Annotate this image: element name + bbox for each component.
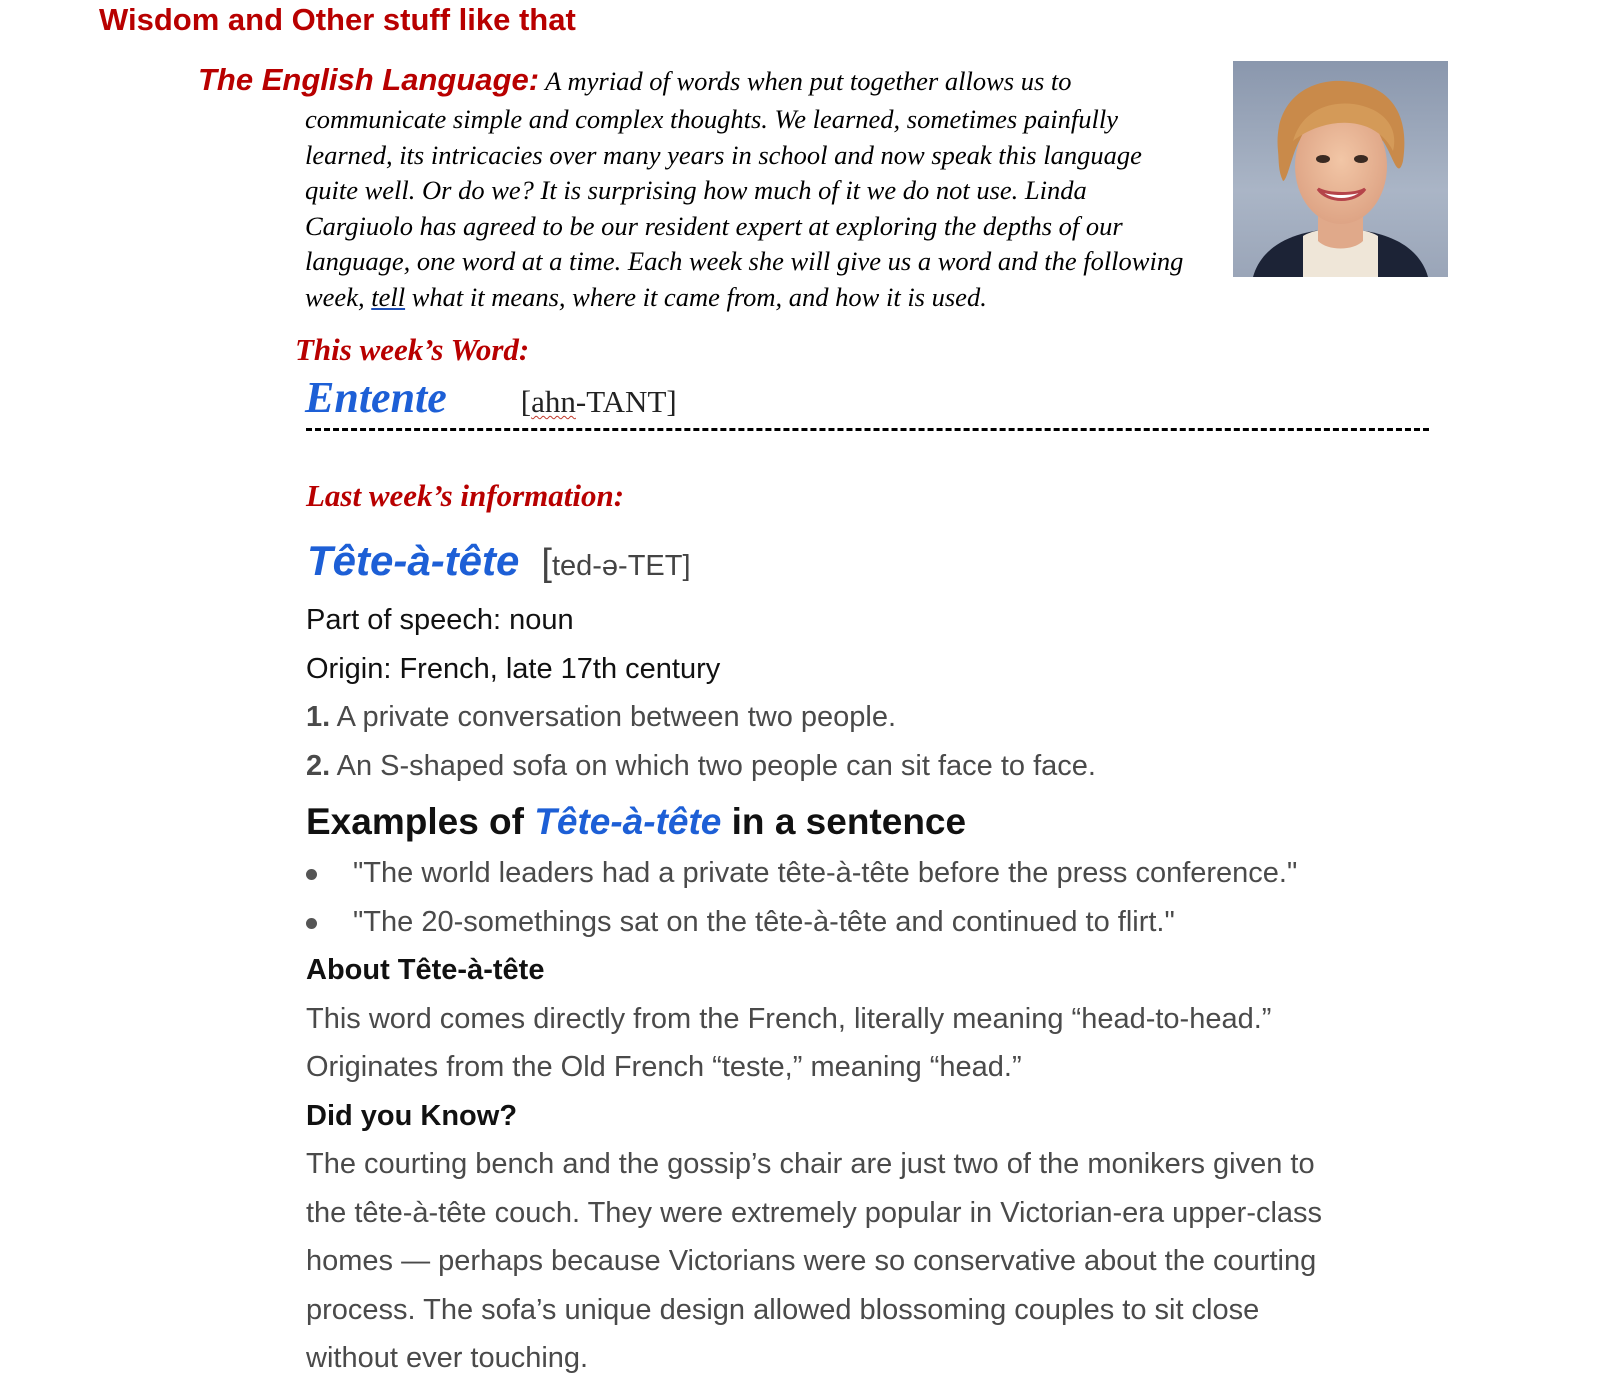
intro-text-fragment: week,	[305, 281, 372, 312]
last-week-word: Tête-à-tête	[307, 537, 520, 584]
about-text-line: Originates from the Old French “teste,” meaning “head.”	[306, 1051, 1022, 1083]
part-of-speech: Part of speech: noun	[306, 604, 574, 636]
bullet-icon	[306, 918, 317, 929]
this-week-label: This week’s Word:	[295, 332, 530, 367]
intro-heading: The English Language:	[198, 62, 540, 97]
definition-item	[306, 742, 1456, 791]
example-text: "The 20-somethings sat on the tête-à-tête and continued to flirt."	[353, 905, 1175, 938]
pron-text: ted-ə-TET]	[551, 550, 691, 582]
spellcheck-marked-text: ahn	[531, 384, 576, 419]
examples-heading-text: in a sentence	[721, 801, 967, 842]
last-week-body	[306, 596, 1456, 1383]
last-week-word-row	[307, 537, 691, 585]
about-text-line: This word comes directly from the French, literally meaning “head-to-head.”	[306, 1002, 1272, 1035]
example-list-item	[306, 849, 1456, 898]
definition-text: A private conversation between two people.	[330, 701, 897, 733]
did-you-know-line: without ever touching.	[306, 1342, 589, 1374]
did-you-know-line: process. The sofa’s unique design allowed blossoming couples to sit close	[306, 1293, 1260, 1326]
origin: Origin: French, late 17th century	[306, 652, 721, 685]
bullet-icon	[306, 869, 317, 880]
about-heading: About Tête-à-tête	[306, 954, 545, 986]
definition-text: An S-shaped sofa on which two people can sit face to face.	[330, 749, 1096, 782]
last-week-label: Last week’s information:	[306, 478, 625, 513]
intro-section	[198, 58, 1218, 315]
last-week-pronunciation	[541, 542, 691, 584]
author-photo	[1233, 61, 1448, 277]
this-week-pronunciation	[521, 384, 677, 419]
tell-link[interactable]: tell	[371, 281, 406, 312]
intro-text-fragment: what it means, where it came from, and how it is used.	[405, 281, 987, 312]
intro-text-line: Cargiuolo has agreed to be our resident expert at exploring the depths of our	[305, 210, 1123, 241]
examples-heading	[306, 794, 1456, 849]
example-list-item	[306, 898, 1456, 947]
pron-bracket: [	[520, 384, 532, 419]
dashed-divider	[306, 428, 1429, 431]
definition-number: 2.	[306, 749, 331, 782]
definition-item	[306, 693, 1456, 742]
intro-text-line: communicate simple and complex thoughts. We learned, sometimes painfully	[305, 104, 1119, 134]
intro-text-line: language, one word at a time. Each week she will give us a word and the following	[305, 246, 1184, 276]
this-week-word-row	[305, 372, 677, 423]
intro-text-line: quite well. Or do we? It is surprising how much of it we do not use. Linda	[305, 175, 1087, 205]
intro-first-line	[198, 58, 1218, 102]
did-you-know-line: the tête-à-tête couch. They were extremely popular in Victorian-era upper-class	[306, 1196, 1323, 1229]
definition-number: 1.	[306, 701, 331, 733]
page-title: Wisdom and Other stuff like that	[99, 2, 576, 37]
this-week-word: Entente	[305, 373, 447, 422]
did-you-know-line: homes — perhaps because Victorians were so conservative about the courting	[306, 1245, 1317, 1277]
intro-text-line: learned, its intricacies over many years in school and now speak this language	[305, 139, 1142, 170]
examples-heading-text: Examples of	[306, 801, 535, 842]
example-text: "The world leaders had a private tête-à-tête before the press conference."	[353, 857, 1298, 889]
intro-text-line: A myriad of words when put together allows us to	[545, 66, 1072, 96]
pron-text: -TANT]	[575, 384, 677, 419]
did-you-know-heading: Did you Know?	[306, 1099, 518, 1132]
examples-heading-word: Tête-à-tête	[534, 801, 722, 842]
did-you-know-line: The courting bench and the gossip’s chair are just two of the monikers given to	[306, 1148, 1315, 1180]
pron-bracket: [	[541, 542, 552, 584]
intro-text-line-last	[198, 280, 1218, 316]
